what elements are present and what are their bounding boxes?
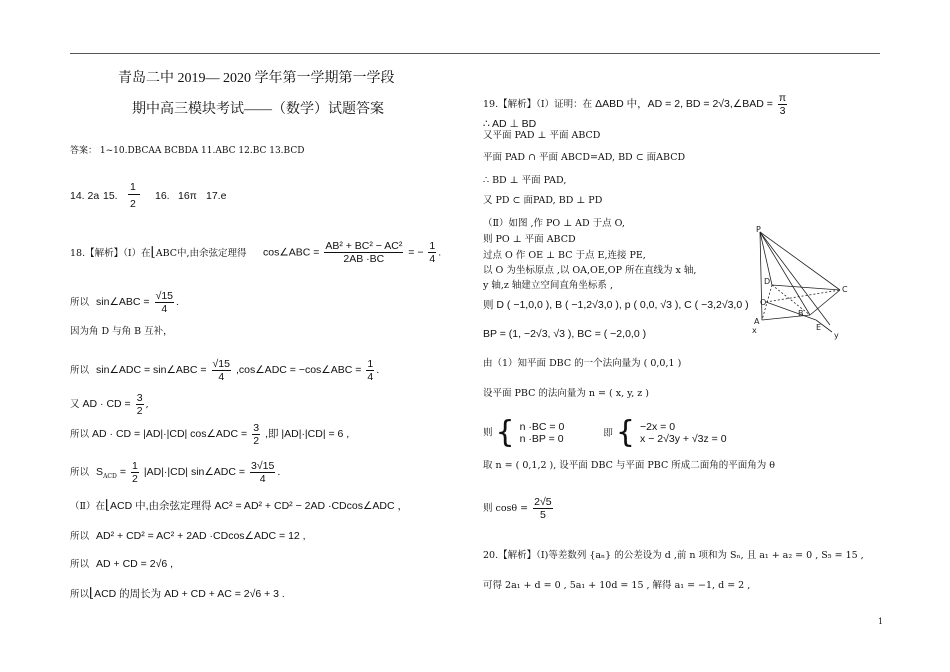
supplement-note: 因为角 D 与角 B 互补，	[70, 326, 173, 337]
q19-line7: 则 PO ⊥ 平面 ABCD	[483, 234, 576, 245]
q19-normal-pbc: 设平面 PBC 的法向量为 n = ( x, y, z )	[483, 388, 649, 399]
sin-adc-line: 所以 sin∠ADC = sin∠ABC = $\frac{√15}{4}$ ,cos∠ADC = −cos∠ABC = $\frac{1}{4}$ .	[70, 358, 380, 383]
figure-label: D	[764, 277, 771, 286]
q19-system: 则 { n ·BC = 0 n ·BP = 0 即 { −2x = 0 x − 2√3y + √3z = 0	[483, 415, 727, 450]
page-number: 1	[878, 617, 884, 626]
q19-line10: y 轴,z 轴建立空间直角坐标系 ,	[483, 280, 613, 291]
q19-line8: 过点 O 作 OE ⊥ BC 于点 E,连接 PE,	[483, 250, 646, 261]
figure-label: P	[756, 225, 761, 234]
answer-14: 14. 2a	[70, 190, 100, 202]
sin-abc-line: 所以 sin∠ABC = $\frac{√15}{4}$ .	[70, 290, 180, 315]
part2-intro: （Ⅱ）在⌊ACD 中,由余弦定理得 AC² = AD² + CD² − 2AD ·CDcos∠ADC ，	[70, 498, 408, 513]
q20-intro: 20.【解析】（Ⅰ)等差数列 {aₙ} 的公差设为 d ,前 n 项和为 Sₙ, 且 a₁ + a₂ = 0 , S₅ = 15 ,	[483, 550, 864, 561]
modulus-line: 所以 AD · CD = |AD|·|CD| cos∠ADC = $\frac{3}{2}$ ,即 |AD|·|CD| = 6 ,	[70, 422, 350, 447]
q19-line1: ∴ AD ⊥ BD	[483, 118, 537, 130]
pyramid-figure	[750, 220, 860, 340]
sum-squares-line: 所以 AD² + CD² = AC² + 2AD ·CDcos∠ADC = 12 ,	[70, 530, 306, 542]
q19-normal-dbc: 由（1）知平面 DBC 的一个法向量为 ( 0,0,1 )	[483, 358, 682, 369]
figure-label: C	[842, 285, 848, 294]
figure-label: A	[754, 317, 760, 326]
figure-label: y	[834, 331, 839, 340]
header-rule	[70, 53, 880, 54]
q19-choose-n: 取 n = ( 0,1,2 ), 设平面 DBC 与平面 PBC 所成二面角的平面角为 θ	[483, 460, 775, 471]
fraction-bar	[128, 194, 140, 195]
q20-solve: 可得 2a₁ + d = 0 , 5a₁ + 10d = 15 , 解得 a₁ = −1, d = 2 ,	[483, 580, 751, 591]
answer-17: 17.e	[206, 190, 227, 202]
q19-line3: 平面 PAD ∩ 平面 ABCD=AD, BD ⊂ 面ABCD	[483, 152, 686, 163]
perimeter-line: 所以⌊ACD 的周长为 AD + CD + AC = 2√6 + 3 .	[70, 586, 285, 601]
answer-key: 答案： 1~10.DBCAA BCBDA 11.ABC 12.BC 13.BCD	[70, 146, 305, 156]
figure-label: x	[752, 326, 757, 335]
q18-intro: 18.【解析】（Ⅰ）在⌊ABC中,由余弦定理得	[70, 245, 247, 260]
answer-15-den: 2	[130, 198, 136, 210]
answer-15-num: 1	[130, 181, 136, 193]
dot-product-line: 又 AD · CD = $\frac{3}{2}$ ,	[70, 392, 149, 417]
answer-16: 16π	[178, 190, 197, 202]
figure-label: B	[798, 309, 804, 318]
title-line2: 期中高三模块考试——（数学）试题答案	[132, 102, 384, 117]
sum-line: 所以 AD + CD = 2√6 ,	[70, 558, 174, 570]
area-line: 所以 $S_{ACD}$ = $\frac{1}{2}$ |AD|·|CD| sin∠ADC = $\frac{3√15}{4}$ .	[70, 460, 281, 485]
q18-cos-formula: cos∠ABC = $\frac{\text{AB² + BC² − AC²}}{2AB \cdot BC}$ = − $\frac{1}{4}$ .	[263, 240, 442, 265]
title-line1: 青岛二中 2019— 2020 学年第一学期第一学段	[118, 71, 395, 86]
q19-line9: 以 O 为坐标原点 ,以 OA,OE,OP 所在直线为 x 轴,	[483, 265, 697, 276]
q19-line6: （Ⅱ）如图 ,作 PO ⊥ AD 于点 O,	[483, 218, 625, 229]
figure-label: O	[760, 298, 767, 307]
answer-16-label: 16.	[155, 190, 170, 202]
q19-intro: 19.【解析】（Ⅰ）证明：在 ΔABD 中，AD = 2, BD = 2√3,∠BAD = $\frac{\pi}{3}$	[483, 92, 787, 117]
q19-line4: ∴ BD ⊥ 平面 PAD,	[483, 175, 567, 186]
q19-cos-theta: 则 cosθ = $\frac{2√5}{5}$	[483, 496, 552, 521]
answer-15-label: 15.	[103, 190, 118, 202]
q19-line2: 又平面 PAD ⊥ 平面 ABCD	[483, 130, 601, 141]
q19-vectors: BP = (1, −2√3, √3 ), BC = ( −2,0,0 )	[483, 328, 647, 340]
figure-label: E	[816, 323, 822, 332]
q19-line5: 又 PD ⊂ 面PAD, BD ⊥ PD	[483, 195, 603, 206]
q19-coordinates: 则 D ( −1,0,0 ), B ( −1,2√3,0 ), p ( 0,0, √3 ), C ( −3,2√3,0 )	[483, 299, 749, 311]
